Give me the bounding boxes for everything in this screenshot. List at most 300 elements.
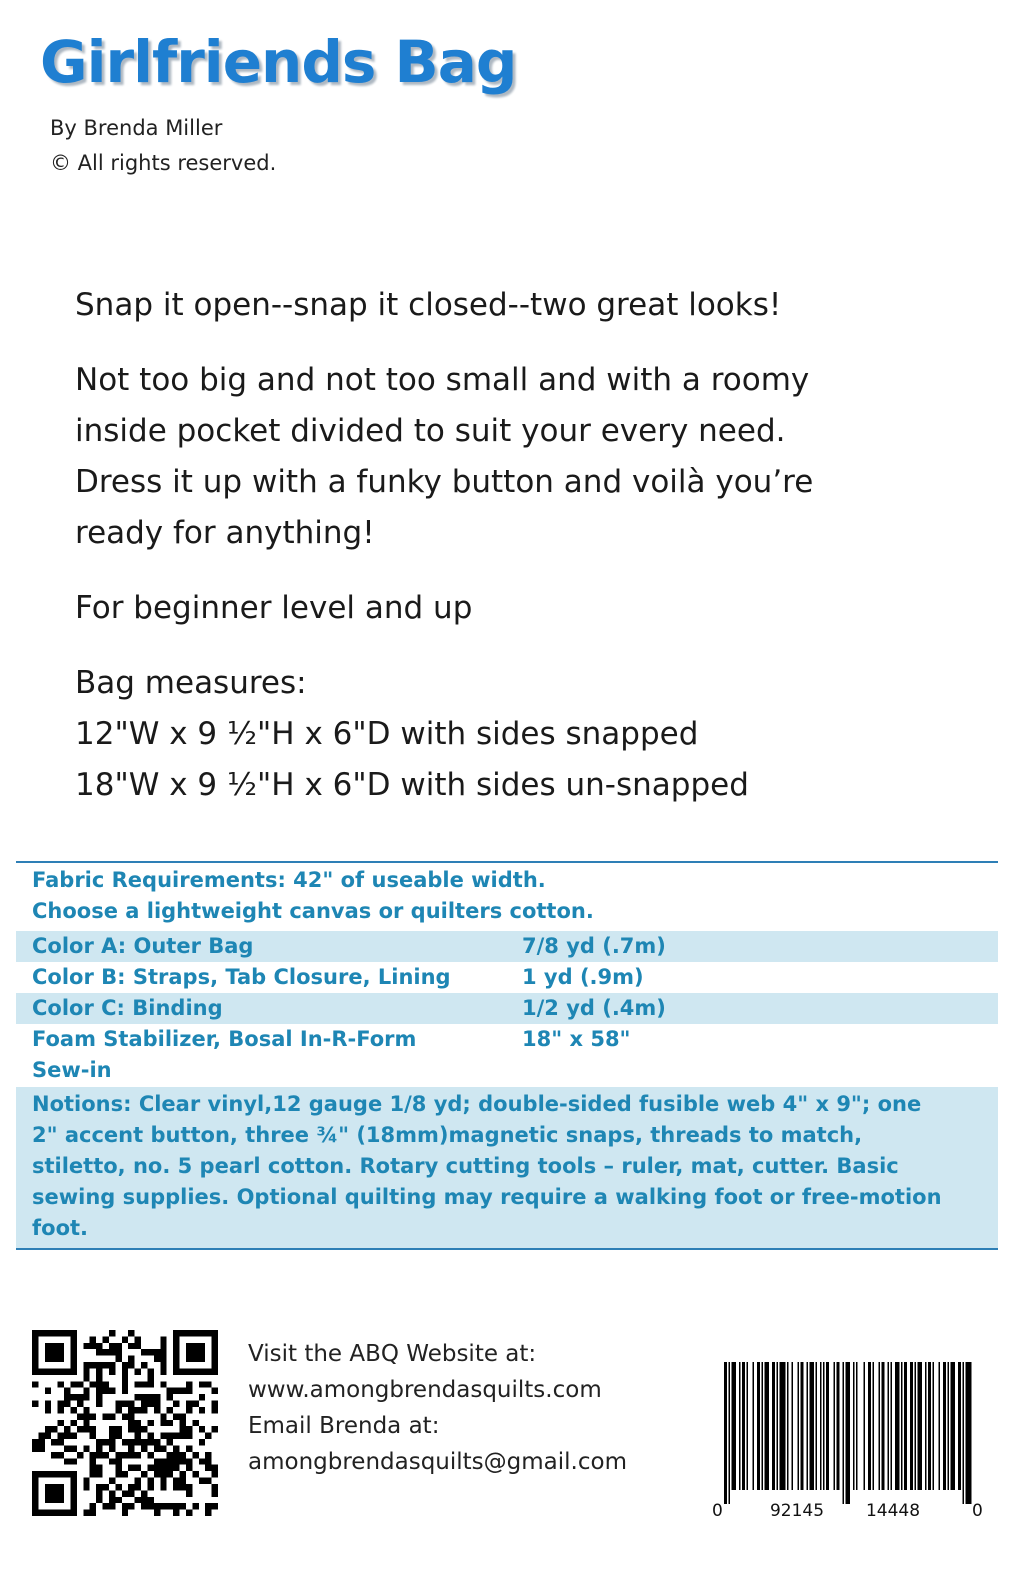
qr-module — [160, 1458, 166, 1464]
barcode-bar — [765, 1362, 770, 1490]
barcode-digit-right: 0 — [972, 1501, 983, 1520]
qr-module — [128, 1413, 134, 1419]
qr-module — [154, 1510, 160, 1516]
qr-module — [199, 1439, 205, 1445]
notions — [16, 1086, 998, 1248]
qr-module — [192, 1330, 198, 1336]
qr-module — [135, 1426, 141, 1432]
qr-module — [122, 1381, 128, 1387]
qr-module — [173, 1362, 179, 1368]
qr-module — [192, 1503, 198, 1509]
qr-module — [64, 1394, 70, 1400]
qr-module — [212, 1388, 218, 1394]
qr-module — [90, 1426, 96, 1432]
qr-module — [135, 1497, 141, 1503]
upc-barcode — [700, 1362, 990, 1520]
qr-module — [173, 1503, 179, 1509]
qr-module — [64, 1368, 70, 1374]
qr-module — [45, 1471, 51, 1477]
measurements — [75, 658, 975, 811]
measure-snapped: 12"W x 9 ½"H x 6"D with sides snapped — [75, 716, 699, 752]
qr-module — [51, 1497, 57, 1503]
pattern-title: Girlfriends Bag — [40, 28, 517, 96]
qr-module — [192, 1368, 198, 1374]
qr-module — [167, 1420, 173, 1426]
barcode-bar — [951, 1362, 956, 1490]
qr-module — [141, 1362, 147, 1368]
barcode-bar — [873, 1362, 875, 1490]
qr-module — [90, 1413, 96, 1419]
qr-module — [58, 1401, 64, 1407]
qr-module — [173, 1336, 179, 1342]
qr-module — [83, 1445, 89, 1451]
qr-module — [96, 1401, 102, 1407]
qr-module — [212, 1343, 218, 1349]
notions-line: 2" accent button, three ¾" (18mm)magnetic snaps, threads to match, — [32, 1123, 863, 1147]
qr-module — [141, 1471, 147, 1477]
qr-module — [199, 1458, 205, 1464]
qr-module — [58, 1356, 64, 1362]
measure-unsnapped: 18"W x 9 ½"H x 6"D with sides un-snapped — [75, 767, 749, 803]
qr-module — [32, 1445, 38, 1451]
qr-module — [96, 1490, 102, 1496]
qr-module — [96, 1452, 102, 1458]
qr-module — [173, 1510, 179, 1516]
qr-module — [103, 1336, 109, 1342]
qr-module — [186, 1343, 192, 1349]
qr-module — [122, 1510, 128, 1516]
qr-module — [64, 1510, 70, 1516]
qr-module — [147, 1381, 153, 1387]
qr-module — [45, 1484, 51, 1490]
qr-module — [147, 1368, 153, 1374]
qr-module — [199, 1368, 205, 1374]
qr-module — [70, 1497, 76, 1503]
barcode-bar — [928, 1362, 931, 1490]
qr-module — [212, 1471, 218, 1477]
qr-module — [160, 1413, 166, 1419]
qr-module — [122, 1388, 128, 1394]
qr-module — [64, 1330, 70, 1336]
barcode-bar — [843, 1362, 845, 1504]
qr-module — [64, 1445, 70, 1451]
requirement-label: Foam Stabilizer, Bosal In-R-Form — [32, 1027, 417, 1051]
qr-module — [45, 1497, 51, 1503]
qr-module — [45, 1349, 51, 1355]
qr-module — [64, 1433, 70, 1439]
qr-module — [160, 1349, 166, 1355]
qr-module — [38, 1330, 44, 1336]
qr-module — [154, 1503, 160, 1509]
qr-module — [32, 1356, 38, 1362]
qr-module — [147, 1401, 153, 1407]
qr-module — [83, 1484, 89, 1490]
qr-module — [77, 1381, 83, 1387]
qr-module — [167, 1471, 173, 1477]
qr-module — [212, 1349, 218, 1355]
qr-module — [51, 1510, 57, 1516]
qr-module — [180, 1503, 186, 1509]
qr-module — [212, 1362, 218, 1368]
qr-module — [58, 1349, 64, 1355]
qr-module — [160, 1433, 166, 1439]
barcode-bar — [762, 1362, 764, 1490]
qr-module — [167, 1439, 173, 1445]
qr-module — [147, 1394, 153, 1400]
requirement-amount: 7/8 yd (.7m) — [522, 934, 666, 958]
barcode-bar — [901, 1362, 903, 1490]
qr-module — [122, 1413, 128, 1419]
qr-module — [128, 1445, 134, 1451]
qr-module — [147, 1497, 153, 1503]
qr-module — [70, 1484, 76, 1490]
qr-module — [141, 1445, 147, 1451]
qr-module — [135, 1478, 141, 1484]
qr-module — [147, 1439, 153, 1445]
qr-module — [51, 1330, 57, 1336]
notions-line: stiletto, no. 5 pearl cotton. Rotary cutting tools – ruler, mat, cutter. Basic — [32, 1154, 899, 1178]
qr-module — [45, 1407, 51, 1413]
qr-module — [96, 1394, 102, 1400]
qr-module — [128, 1420, 134, 1426]
barcode-bar — [939, 1362, 941, 1490]
qr-module — [58, 1452, 64, 1458]
qr-module — [186, 1458, 192, 1464]
qr-module — [70, 1433, 76, 1439]
qr-module — [103, 1503, 109, 1509]
qr-module — [90, 1362, 96, 1368]
paragraph-line: ready for anything! — [75, 515, 375, 551]
qr-module — [51, 1356, 57, 1362]
barcode-bar — [856, 1362, 858, 1490]
email-link[interactable]: amongbrendasquilts@gmail.com — [248, 1449, 627, 1475]
qr-module — [128, 1490, 134, 1496]
qr-module — [109, 1503, 115, 1509]
qr-module — [212, 1356, 218, 1362]
notions-line: Notions: Clear vinyl,12 gauge 1/8 yd; double-sided fusible web 4" x 9"; one — [32, 1092, 922, 1116]
qr-module — [160, 1471, 166, 1477]
qr-module — [109, 1490, 115, 1496]
barcode-bar — [966, 1362, 972, 1504]
qr-module — [135, 1452, 141, 1458]
qr-module — [205, 1452, 211, 1458]
copyright-line: © All rights reserved. — [50, 151, 277, 175]
qr-module — [180, 1484, 186, 1490]
barcode-bar — [910, 1362, 913, 1490]
qr-module — [186, 1510, 192, 1516]
barcode-bar — [895, 1362, 900, 1490]
barcode-bar — [918, 1362, 923, 1490]
qr-module — [51, 1426, 57, 1432]
barcode-bar — [891, 1362, 893, 1490]
qr-module — [115, 1465, 121, 1471]
barcode-bar — [780, 1362, 786, 1490]
tagline: Snap it open--snap it closed--two great looks! — [75, 287, 782, 323]
qr-module — [51, 1368, 57, 1374]
qr-module — [180, 1426, 186, 1432]
qr-module — [154, 1349, 160, 1355]
barcode-bar — [798, 1362, 800, 1490]
qr-module — [77, 1452, 83, 1458]
qr-module — [186, 1407, 192, 1413]
qr-module — [45, 1330, 51, 1336]
qr-module — [70, 1445, 76, 1451]
qr-module — [103, 1362, 109, 1368]
qr-module — [90, 1510, 96, 1516]
barcode-bar — [777, 1362, 779, 1490]
qr-module — [122, 1452, 128, 1458]
requirement-row-color-c — [16, 993, 998, 1024]
qr-module — [109, 1433, 115, 1439]
qr-module — [141, 1439, 147, 1445]
qr-module — [173, 1330, 179, 1336]
qr-module — [160, 1362, 166, 1368]
qr-module — [128, 1426, 134, 1432]
barcode-bar — [823, 1362, 825, 1490]
qr-module — [103, 1349, 109, 1355]
qr-module — [70, 1471, 76, 1477]
qr-module — [186, 1433, 192, 1439]
qr-module — [32, 1490, 38, 1496]
qr-module — [135, 1368, 141, 1374]
barcode-bar — [904, 1362, 907, 1490]
qr-module — [70, 1362, 76, 1368]
website-link[interactable]: www.amongbrendasquilts.com — [248, 1377, 602, 1403]
qr-module — [58, 1490, 64, 1496]
website-label: Visit the ABQ Website at: — [248, 1341, 537, 1367]
qr-module — [154, 1356, 160, 1362]
qr-module — [115, 1471, 121, 1477]
contact-info — [248, 1336, 627, 1480]
qr-module — [90, 1343, 96, 1349]
qr-module — [141, 1394, 147, 1400]
barcode-bar — [792, 1362, 794, 1490]
qr-module — [38, 1510, 44, 1516]
qr-module — [128, 1439, 134, 1445]
description-paragraph — [75, 355, 975, 559]
qr-module — [109, 1343, 115, 1349]
requirement-row-foam-continued — [16, 1055, 998, 1086]
qr-module — [199, 1356, 205, 1362]
qr-module — [173, 1484, 179, 1490]
qr-module — [103, 1439, 109, 1445]
barcode-bar — [888, 1362, 890, 1490]
qr-module — [160, 1503, 166, 1509]
qr-module — [147, 1433, 153, 1439]
qr-module — [32, 1478, 38, 1484]
qr-module — [103, 1484, 109, 1490]
qr-module — [180, 1368, 186, 1374]
qr-module — [51, 1490, 57, 1496]
qr-module — [154, 1471, 160, 1477]
qr-module — [38, 1445, 44, 1451]
qr-module — [96, 1388, 102, 1394]
qr-module — [109, 1445, 115, 1451]
qr-module — [70, 1368, 76, 1374]
barcode-bar — [757, 1362, 760, 1490]
qr-module — [38, 1471, 44, 1477]
qr-module — [32, 1349, 38, 1355]
barcode-bar — [729, 1362, 731, 1504]
requirement-amount: 1/2 yd (.4m) — [522, 996, 666, 1020]
qr-module — [160, 1465, 166, 1471]
qr-module — [199, 1349, 205, 1355]
qr-module — [70, 1330, 76, 1336]
qr-module — [160, 1381, 166, 1387]
qr-module — [141, 1401, 147, 1407]
qr-module — [192, 1343, 198, 1349]
qr-module — [186, 1426, 192, 1432]
qr-module — [70, 1407, 76, 1413]
qr-module — [109, 1426, 115, 1432]
qr-module — [58, 1484, 64, 1490]
qr-module — [173, 1445, 179, 1451]
qr-module — [51, 1439, 57, 1445]
qr-module — [64, 1471, 70, 1477]
qr-module — [115, 1458, 121, 1464]
barcode-bar — [816, 1362, 818, 1490]
qr-module — [38, 1439, 44, 1445]
qr-module — [115, 1433, 121, 1439]
barcode-bar — [915, 1362, 917, 1490]
qr-module — [32, 1381, 38, 1387]
qr-module — [135, 1439, 141, 1445]
qr-module — [122, 1375, 128, 1381]
barcode-bar — [925, 1362, 927, 1490]
qr-module — [109, 1368, 115, 1374]
qr-module — [109, 1330, 115, 1336]
qr-module — [135, 1484, 141, 1490]
barcode-bar — [747, 1362, 749, 1490]
barcode-bar — [742, 1362, 745, 1490]
qr-module — [160, 1478, 166, 1484]
qr-module — [70, 1458, 76, 1464]
qr-module — [180, 1330, 186, 1336]
qr-module — [96, 1484, 102, 1490]
qr-module — [122, 1362, 128, 1368]
qr-module — [115, 1349, 121, 1355]
qr-module — [128, 1401, 134, 1407]
qr-module — [96, 1445, 102, 1451]
qr-module — [180, 1471, 186, 1477]
qr-module — [160, 1445, 166, 1451]
qr-module — [128, 1343, 134, 1349]
email-label: Email Brenda at: — [248, 1413, 440, 1439]
qr-module — [147, 1478, 153, 1484]
qr-code[interactable] — [32, 1330, 218, 1516]
qr-module — [58, 1381, 64, 1387]
paragraph-line: Not too big and not too small and with a roomy — [75, 362, 810, 398]
qr-module — [212, 1503, 218, 1509]
qr-module — [109, 1458, 115, 1464]
barcode-bar — [772, 1362, 775, 1490]
qr-module — [135, 1407, 141, 1413]
barcode-bar — [787, 1362, 789, 1490]
qr-module — [160, 1343, 166, 1349]
qr-module — [83, 1407, 89, 1413]
qr-module — [90, 1336, 96, 1342]
qr-module — [109, 1388, 115, 1394]
qr-module — [70, 1503, 76, 1509]
qr-module — [135, 1465, 141, 1471]
qr-module — [186, 1388, 192, 1394]
barcode-bar — [882, 1362, 885, 1490]
qr-module — [32, 1330, 38, 1336]
qr-module — [192, 1349, 198, 1355]
qr-module — [173, 1356, 179, 1362]
qr-module — [212, 1401, 218, 1407]
notions-line: sewing supplies. Optional quilting may require a walking foot or free-motion — [32, 1185, 942, 1209]
barcode-digit-left: 0 — [712, 1501, 723, 1520]
qr-module — [83, 1413, 89, 1419]
qr-module — [180, 1433, 186, 1439]
qr-module — [141, 1381, 147, 1387]
qr-module — [205, 1381, 211, 1387]
qr-module — [109, 1439, 115, 1445]
author-line: By Brenda Miller — [50, 116, 223, 140]
qr-module — [147, 1484, 153, 1490]
qr-module — [70, 1343, 76, 1349]
barcode-bar — [753, 1362, 755, 1490]
qr-module — [212, 1484, 218, 1490]
qr-module — [167, 1452, 173, 1458]
requirement-label: Color C: Binding — [32, 996, 223, 1020]
qr-module — [135, 1336, 141, 1342]
qr-module — [147, 1452, 153, 1458]
qr-module — [128, 1465, 134, 1471]
qr-module — [45, 1368, 51, 1374]
requirement-row-color-a — [16, 931, 998, 962]
qr-module — [173, 1433, 179, 1439]
qr-module — [58, 1330, 64, 1336]
qr-module — [90, 1433, 96, 1439]
qr-module — [212, 1330, 218, 1336]
qr-module — [141, 1490, 147, 1496]
qr-module — [58, 1343, 64, 1349]
qr-module — [186, 1490, 192, 1496]
qr-module — [64, 1388, 70, 1394]
qr-module — [32, 1401, 38, 1407]
qr-module — [205, 1510, 211, 1516]
qr-module — [51, 1484, 57, 1490]
qr-module — [128, 1356, 134, 1362]
qr-module — [77, 1426, 83, 1432]
barcode-bar — [948, 1362, 950, 1490]
qr-module — [115, 1407, 121, 1413]
qr-module — [205, 1465, 211, 1471]
qr-module — [173, 1452, 179, 1458]
qr-module — [70, 1336, 76, 1342]
qr-module — [154, 1439, 160, 1445]
qr-module — [122, 1401, 128, 1407]
qr-module — [32, 1368, 38, 1374]
qr-module — [205, 1330, 211, 1336]
qr-module — [32, 1336, 38, 1342]
qr-module — [103, 1381, 109, 1387]
qr-module — [212, 1336, 218, 1342]
qr-module — [83, 1343, 89, 1349]
qr-module — [96, 1368, 102, 1374]
qr-module — [192, 1471, 198, 1477]
qr-module — [160, 1336, 166, 1342]
qr-module — [51, 1471, 57, 1477]
qr-module — [154, 1445, 160, 1451]
qr-module — [186, 1465, 192, 1471]
qr-module — [186, 1349, 192, 1355]
barcode-bar — [963, 1362, 965, 1504]
qr-module — [212, 1465, 218, 1471]
qr-module — [167, 1388, 173, 1394]
